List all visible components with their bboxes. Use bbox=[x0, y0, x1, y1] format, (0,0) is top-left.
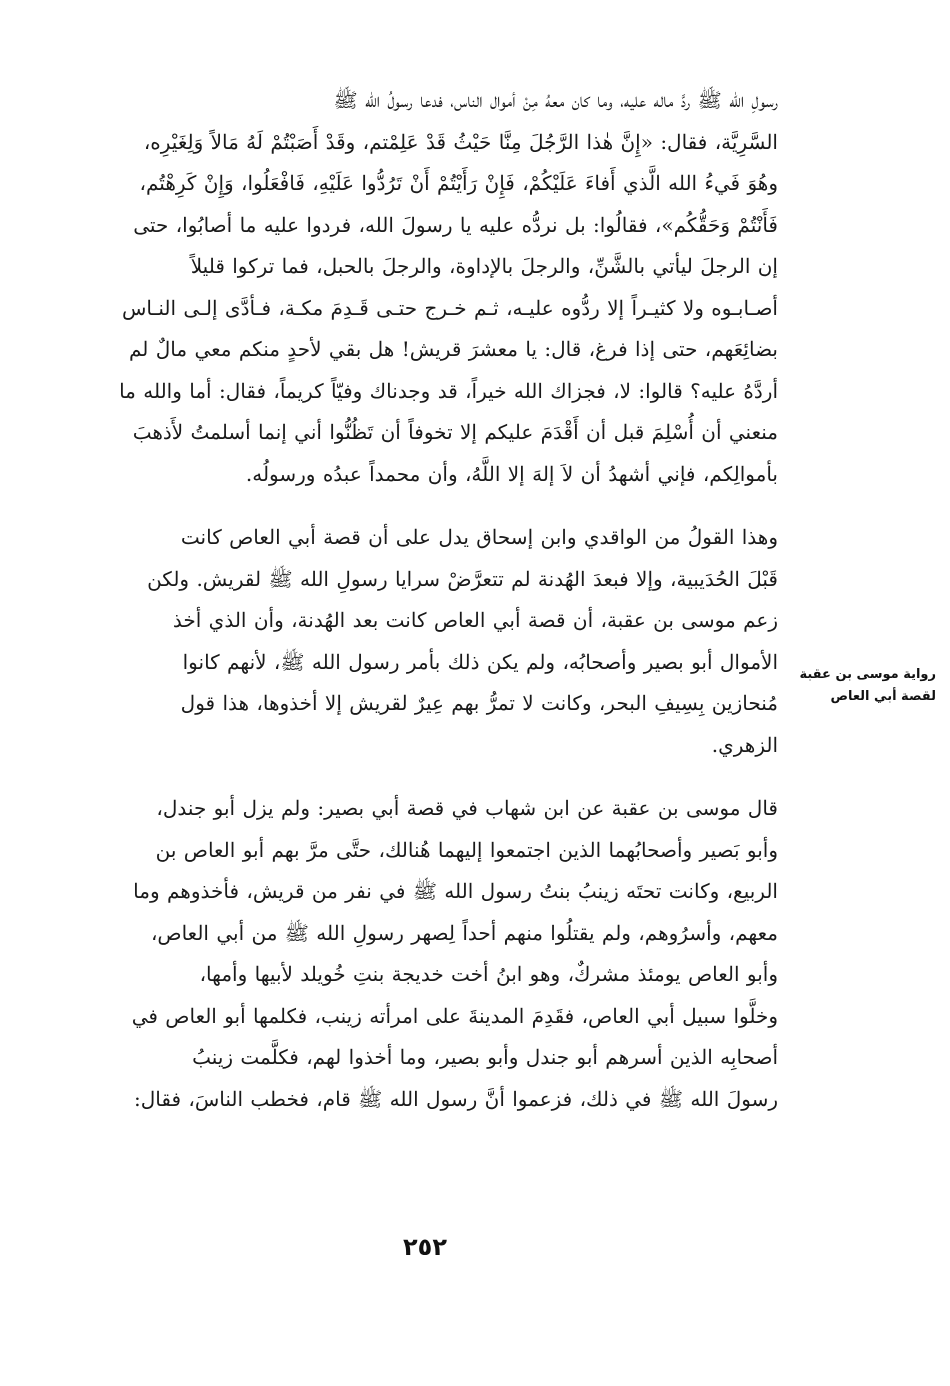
page-number: ٢٥٢ bbox=[403, 1233, 447, 1261]
paragraph-1: رسولِ الله ﷺ ردَّ ماله عليه، وما كان معهُ مِنْ أموال الناس، فدعا رسولُ الله ﷺ السَّرِيَّة، فقال: «إِنَّ هٰذا الرَّجُلَ مِنَّا حَيْثُ قَدْ عَلِمْتم، وقَدْ أَصَبْتُمْ لَهُ مَالاً وَلِغَيْرِه، وهُوَ فَيءُ الله الَّذي أَفاءَ عَلَيْكُمْ، فَإِنْ رَأَيْتُمْ أَنْ تَرُدُّوا عَلَيْهِ، فَافْعَلُوا، وَإِنْ كَرِهْتُم، فَأَنْتُمْ وَحَقُّكُم»، فقالُوا: بل نردُّه عليه يا رسولَ الله، فردوا عليه ما أصابُوا، حتى إن الرجلَ ليأتي بالشَّنِّ، والرجلَ بالإداوة، والرجلَ بالحبل، فما تركوا قليلاً أصـابـوه ولا كثيـراً إلا ردُّوه عليـه، ثـم خـرج حتـى قَـدِمَ مكـة، فـأدَّى إلـى النـاس بضائِعَهم، حتى إذا فرغ، قال: يا معشرَ قريش! هل بقي لأحدٍ منكم معي مالٌ لم أردَّهُ عليه؟ قالوا: لا، فجزاك الله خيراً، قد وجدناك وفيّاً كريماً، فقال: أما والله ما منعني أن أُسْلِمَ قبل أن أَقْدَمَ عليكم إلا تخوفاً أن تَظُنُّوا أني إنما أسلمتُ لأَذهبَ بأموالِكم، فإني أشهدُ أن لاَ إلهَ إلا اللَّهُ، وأن محمداً عبدُه ورسولُه. bbox=[119, 88, 778, 486]
paragraph-2: وهذا القولُ من الواقدي وابن إسحاق يدل على أن قصة أبي العاص كانت قَبْلَ الحُدَيبية، وإلا فبعدَ الهُدنة لم تتعرَّضْ سرايا رسولِ الله ﷺ لقريش. ولكن زعم موسى بن عقبة، أن قصة أبي العاص كانت بعد الهُدنة، وأن الذي أخذ الأموال أبو بصير وأصحابُه، ولم يكن ذلك بأمر رسول الله ﷺ، لأنهم كانوا مُنحازين بِسِيفِ البحر، وكانت لا تمرُّ بهم عِيرٌ لقريش إلا أخذوها، هذا قول الزهري. bbox=[147, 525, 778, 757]
margin-note: رواية موسى بن عقبة لقصة أبي العاص bbox=[799, 667, 936, 704]
main-text bbox=[100, 80, 778, 1120]
paragraph-3: قال موسى بن عقبة عن ابن شهاب في قصة أبي بصير: ولم يزل أبو جندل، وأبو بَصير وأصحابُهما الذين اجتمعوا إليهما هُنالك، حتَّى مرَّ بهم أبو العاص بن الربيع، وكانت تحتَه زينبُ بنتُ رسول الله ﷺ في نفر من قريش، فأخذوهم وما معهم، وأسرُوهم، ولم يقتلُوا منهم أحداً لِصهر رسولِ الله ﷺ من أبي العاص، وأبو العاص يومئذ مشركٌ، وهو ابنُ أخت خديجة بنتِ خُويلد لأبيها وأمها، وخلَّوا سبيل أبي العاص، فقَدِمَ المدينةَ على امرأته زينب، فكلمها أبو العاص في أصحابِه الذين أسرهم أبو جندل وأبو بصير، وما أخذوا لهم، فكلَّمت زينبُ رسولَ الله ﷺ في ذلك، فزعموا أنَّ رسول الله ﷺ قام، فخطب الناسَ، فقال: bbox=[131, 796, 778, 1111]
